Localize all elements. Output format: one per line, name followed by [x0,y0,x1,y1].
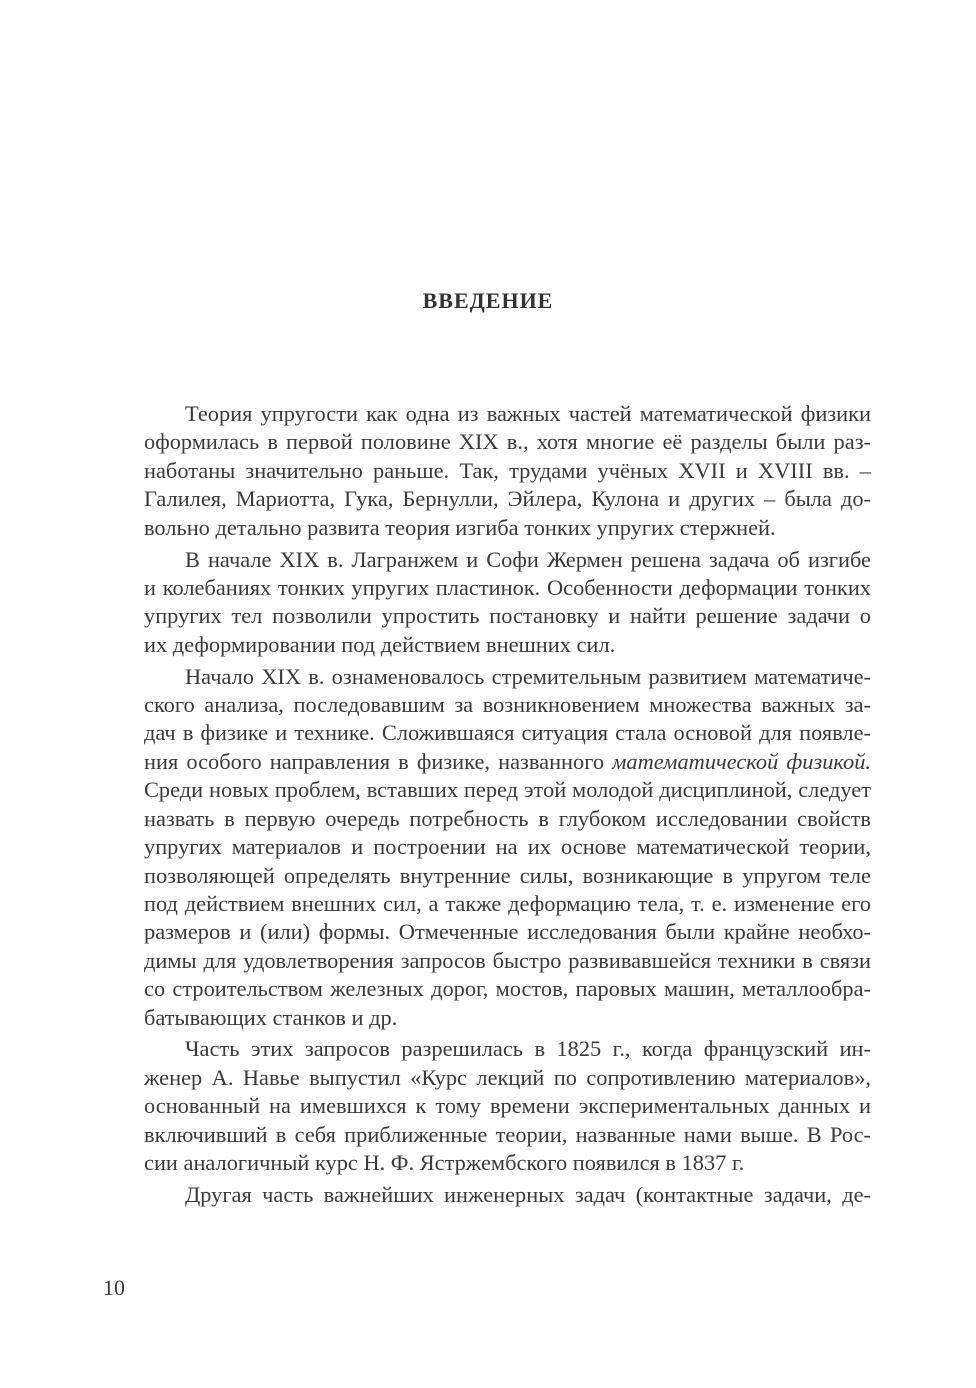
text-line: включивший в себя приближенные теории, названные нами выше. В Рос- [144,1121,871,1147]
text-line: размеров и (или) формы. Отмеченные исследования были крайне необхо- [144,919,871,945]
text-line: позволяющей определять внутренние силы, возникающие в упругом теле [144,862,871,888]
text-line: упругих материалов и построении на их основе математической теории, [144,834,871,860]
text-line: под действием внешних сил, а также деформацию тела, т. е. изменение его [144,890,871,916]
paragraph-5 [103,1181,871,1209]
text-segment: ния особого направления в физике, названного [144,748,613,774]
text-line: основанный на имевшихся к тому времени экспериментальных данных и [144,1093,871,1119]
text-line: назвать в первую очередь потребность в глубоком исследовании свойств [144,805,871,831]
text-line: В начале XIX в. Лагранжем и Софи Жермен решена задача об изгибе [185,546,871,572]
emphasized-term: математической физикой. [612,748,871,774]
text-line: упругих тел позволили упростить постановку и найти решение задачи о [144,603,871,629]
paragraph-3 [103,663,871,1032]
body-text [103,400,871,1213]
text-line-mixed [103,748,871,776]
text-line: Часть этих запросов разрешилась в 1825 г., когда французский ин- [185,1036,871,1062]
text-line: оформилась в первой половине XIX в., хотя многие её разделы были раз- [144,429,871,455]
text-line: димы для удовлетворения запросов быстро развивавшейся техники в связи [144,947,871,973]
paragraph-2 [103,546,871,660]
text-line: и колебаниях тонких упругих пластинок. Особенности деформации тонких [144,574,871,600]
text-line: дач в физике и технике. Сложившаяся ситуация стала основой для появле- [144,720,871,746]
text-line: ского анализа, последовавшим за возникновением множества важных за- [144,692,871,718]
text-line: Другая часть важнейших инженерных задач (контактные задачи, де- [185,1181,871,1207]
text-line: наботаны значительно раньше. Так, трудами учёных XVII и XVIII вв. – [144,457,871,483]
paragraph-4 [103,1035,871,1177]
text-line: женер А. Навье выпустил «Курс лекций по сопротивлению материалов», [144,1064,871,1090]
text-line: вольно детально развита теория изгиба тонких упругих стержней. [144,514,776,540]
text-line: со строительством железных дорог, мостов, паровых машин, металлообра- [144,976,871,1002]
text-line: их деформировании под действием внешних сил. [144,631,616,657]
text-line: Галилея, Мариотта, Гука, Бернулли, Эйлера, Кулона и других – была до- [144,486,871,512]
page-number: 10 [103,1275,125,1300]
text-line: Среди новых проблем, вставших перед этой молодой дисциплиной, следует [144,777,871,803]
text-line: Начало XIX в. ознаменовалось стремительным развитием математиче- [185,663,871,689]
chapter-title: ВВЕДЕНИЕ [422,288,554,313]
paragraph-1 [103,400,871,542]
text-line: сии аналогичный курс Н. Ф. Ястржембского появился в 1837 г. [144,1150,745,1176]
text-line: батывающих станков и др. [144,1004,398,1030]
text-line: Теория упругости как одна из важных частей математической физики [185,401,871,426]
